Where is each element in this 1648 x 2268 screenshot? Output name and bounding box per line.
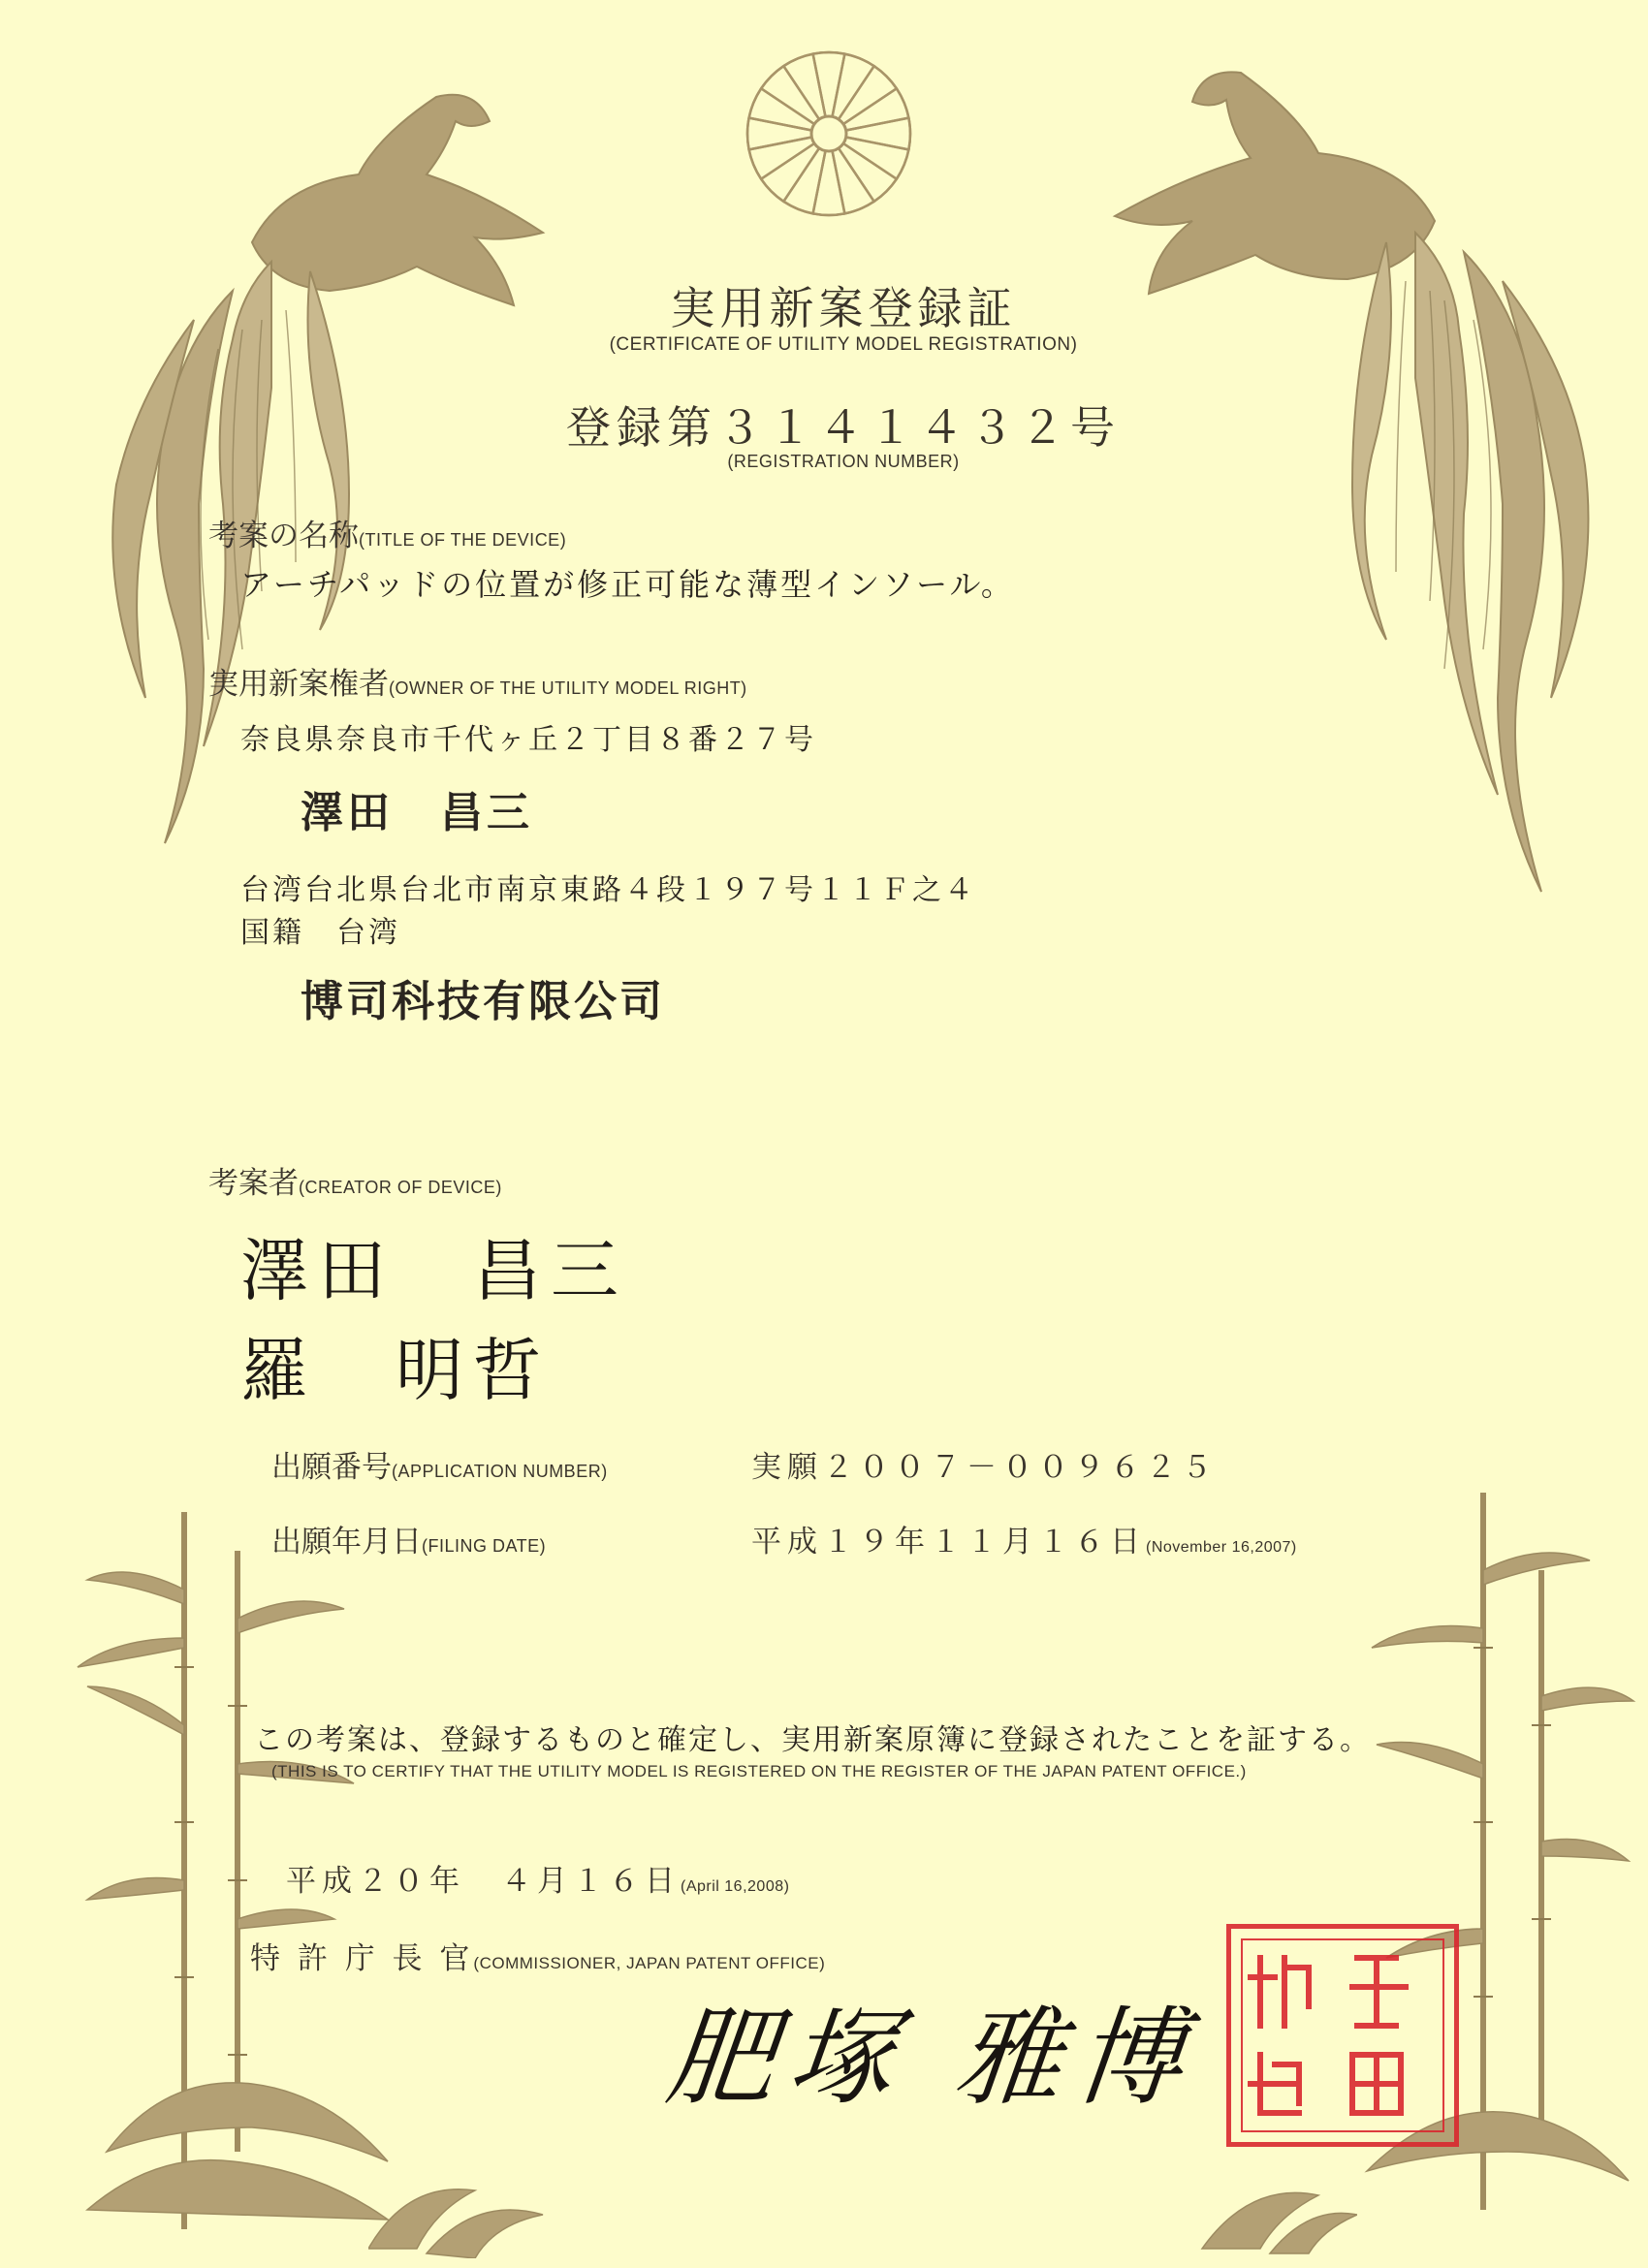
issue-date: 平成２０年 ４月１６日 [286,1864,681,1899]
crest-petal [843,88,908,130]
filing-date-value-row [751,1517,1297,1560]
crest-petal [749,88,814,130]
creator-label-row [208,1158,502,1202]
certificate-title: 実用新案登録証 [670,282,1017,334]
device-title-label: 考案の名称 [208,519,359,553]
registration-number: 登録第３１４１４３２号 [566,401,1121,454]
phoenix-right-icon [1095,58,1600,950]
official-seal-icon [1226,1924,1459,2147]
crest-petal [833,54,874,119]
filing-date-label-en: (FILING DATE) [422,1536,547,1556]
owner-label-row [208,659,747,703]
crest-petal [813,52,845,116]
foliage-border-icon [368,2152,1357,2258]
creator-name-1: 澤田 昌三 [240,1231,628,1310]
certification-statement: この考案は、登録するものと確定し、実用新案原簿に登録されたことを証する。 [254,1723,1371,1757]
registration-number-en: (REGISTRATION NUMBER) [727,452,960,471]
crest-petal [843,138,908,179]
certificate-title-en: (CERTIFICATE OF UTILITY MODEL REGISTRATION) [609,334,1078,355]
owner-address-2: 台湾台北県台北市南京東路４段１９７号１１Ｆ之４ [240,873,976,907]
commissioner-label-en: (COMMISSIONER, JAPAN PATENT OFFICE) [473,1954,826,1972]
creator-label-en: (CREATOR OF DEVICE) [299,1178,502,1197]
crest-petal [783,148,825,213]
commissioner-signature: 肥塚 雅博 [661,1996,1203,2120]
crest-petal [846,118,910,150]
owner-label-en: (OWNER OF THE UTILITY MODEL RIGHT) [389,678,747,698]
application-number-value: 実願２００７－００９６２５ [751,1450,1218,1485]
filing-date-value-en: (November 16,2007) [1146,1539,1297,1556]
filing-date-label: 出願年月日 [271,1525,422,1559]
issue-date-row [286,1856,789,1900]
commissioner-label: 特 許 庁 長 官 [250,1941,474,1976]
commissioner-row [250,1934,825,1977]
owner-name-2: 博司科技有限公司 [301,977,665,1026]
owner-label: 実用新案権者 [208,667,389,702]
application-number-label-en: (APPLICATION NUMBER) [392,1462,608,1481]
application-number-label: 出願番号 [271,1450,392,1485]
device-title-label-en: (TITLE OF THE DEVICE) [359,530,567,550]
application-number-label-row [271,1442,608,1486]
creator-label: 考案者 [208,1166,299,1201]
owner-nationality: 国籍 台湾 [240,916,400,950]
filing-date-label-row [271,1517,546,1560]
owner-name-1: 澤田 昌三 [301,788,533,837]
device-title: アーチパッドの位置が修正可能な薄型インソール。 [240,566,1015,603]
filing-date-value: 平成１９年１１月１６日 [751,1525,1146,1559]
crest-petal [747,118,811,150]
device-title-label-row [208,511,566,554]
owner-address-1: 奈良県奈良市千代ヶ丘２丁目８番２７号 [240,723,816,757]
certification-statement-en: (THIS IS TO CERTIFY THAT THE UTILITY MODEL IS REGISTERED ON THE REGISTER OF THE JAPAN PATENT OFFICE.) [271,1762,1247,1780]
creator-name-2: 羅 明哲 [240,1331,551,1410]
chrysanthemum-crest-icon [742,47,916,221]
issue-date-en: (April 16,2008) [681,1878,790,1895]
crest-petal [813,151,845,215]
